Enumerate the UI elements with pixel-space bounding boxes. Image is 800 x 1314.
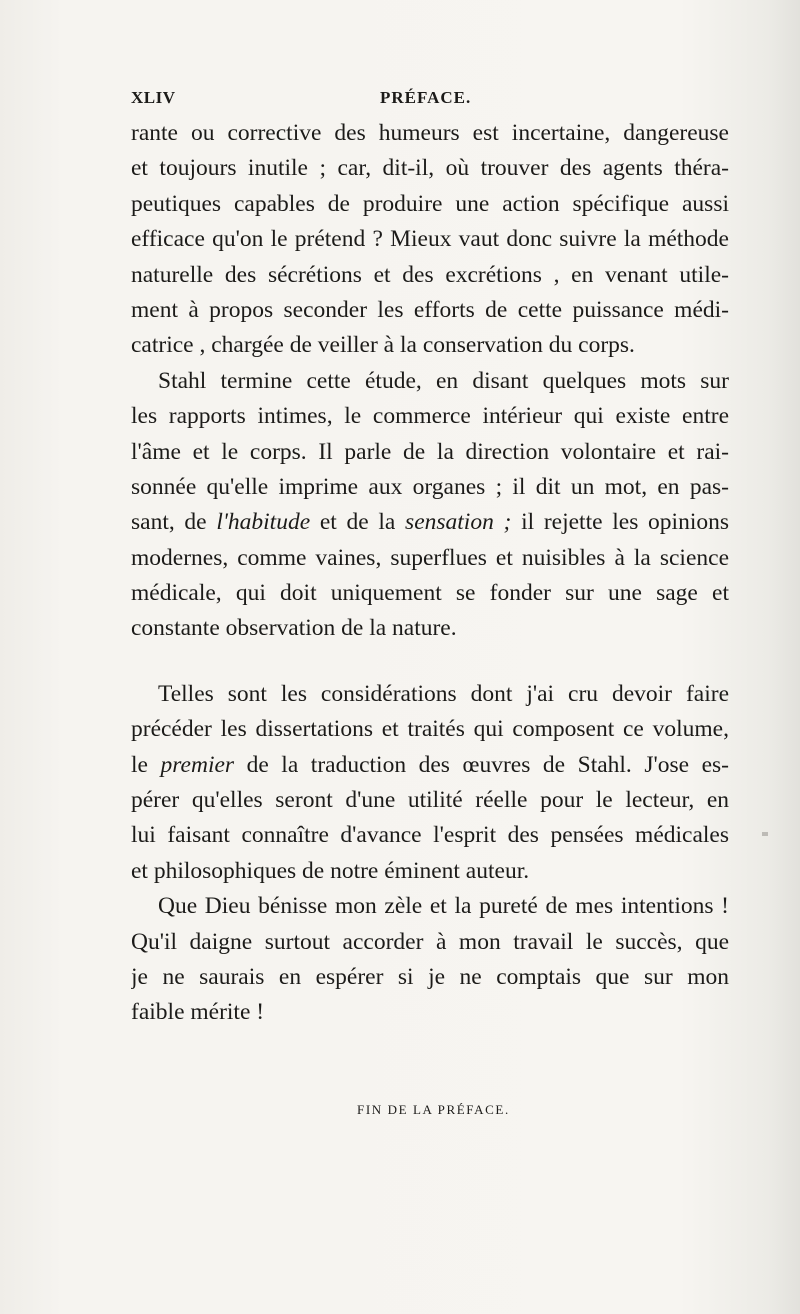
text-line: peutiques capables de produire une action spécifique aussi: [131, 190, 729, 217]
text-line: Telles sont les considérations dont j'ai cru devoir faire: [158, 680, 729, 707]
text-line: modernes, comme vaines, superflues et nuisibles à la science: [131, 544, 729, 571]
running-title: PRÉFACE.: [380, 88, 472, 107]
text-fragment: de la traduction des œuvres de Stahl. J'ose es-: [234, 751, 729, 778]
paper-blemish: [762, 832, 768, 836]
text-fragment: sant, de: [131, 509, 217, 536]
section-break: [131, 647, 729, 677]
text-line: et toujours inutile ; car, dit-il, où trouver des agents théra-: [131, 155, 729, 182]
emphasis-habitude: l'habitude: [216, 509, 311, 536]
text-line: ment à propos seconder les efforts de cette puissance médi-: [131, 296, 729, 323]
emphasis-sensation: sensation ;: [405, 509, 512, 536]
text-line: constante observation de la nature.: [131, 615, 457, 642]
text-line: je ne saurais en espérer si je ne comptais que sur mon: [131, 963, 729, 990]
text-line: naturelle des sécrétions et des excrétions , en venant utile-: [131, 261, 729, 288]
emphasis-premier: premier: [160, 751, 235, 778]
text-line: Qu'il daigne surtout accorder à mon travail le succès, que: [131, 928, 729, 955]
text-line: Que Dieu bénisse mon zèle et la pureté de mes intentions !: [158, 893, 729, 920]
text-line-with-emphasis: [131, 748, 729, 783]
paragraph: [131, 677, 729, 889]
text-line: sonnée qu'elle imprime aux organes ; il dit un mot, en pas-: [131, 473, 729, 500]
text-line: lui faisant connaître d'avance l'esprit des pensées médicales: [131, 822, 729, 849]
text-fragment: le: [131, 751, 161, 778]
text-line: efficace qu'on le prétend ? Mieux vaut donc suivre la méthode: [131, 226, 729, 253]
text-line-with-emphasis: [131, 505, 729, 540]
text-line: médicale, qui doit uniquement se fonder sur une sage et: [131, 580, 729, 607]
page-header: [131, 88, 731, 112]
text-line: Stahl termine cette étude, en disant quelques mots sur: [158, 367, 729, 394]
paragraph: [131, 116, 729, 364]
end-of-preface: FIN DE LA PRÉFACE.: [357, 1102, 510, 1117]
text-line: rante ou corrective des humeurs est incertaine, dangereuse: [131, 120, 729, 146]
paragraph: [131, 364, 729, 647]
text-line: précéder les dissertations et traités qui composent ce volume,: [131, 716, 729, 743]
text-line: et philosophiques de notre éminent auteur.: [131, 857, 530, 884]
page-number: XLIV: [131, 88, 176, 107]
text-fragment: il rejette les opinions: [511, 509, 729, 536]
text-line: pérer qu'elles seront d'une utilité réelle pour le lecteur, en: [131, 787, 729, 814]
text-line: faible mérite !: [131, 999, 265, 1026]
body-text: [131, 116, 729, 1031]
text-line: catrice , chargée de veiller à la conservation du corps.: [131, 332, 635, 359]
text-line: l'âme et le corps. Il parle de la direction volontaire et rai-: [131, 438, 729, 465]
text-fragment: et de la: [310, 509, 406, 536]
text-line: les rapports intimes, le commerce intérieur qui existe entre: [131, 403, 729, 430]
paragraph: [131, 889, 729, 1031]
